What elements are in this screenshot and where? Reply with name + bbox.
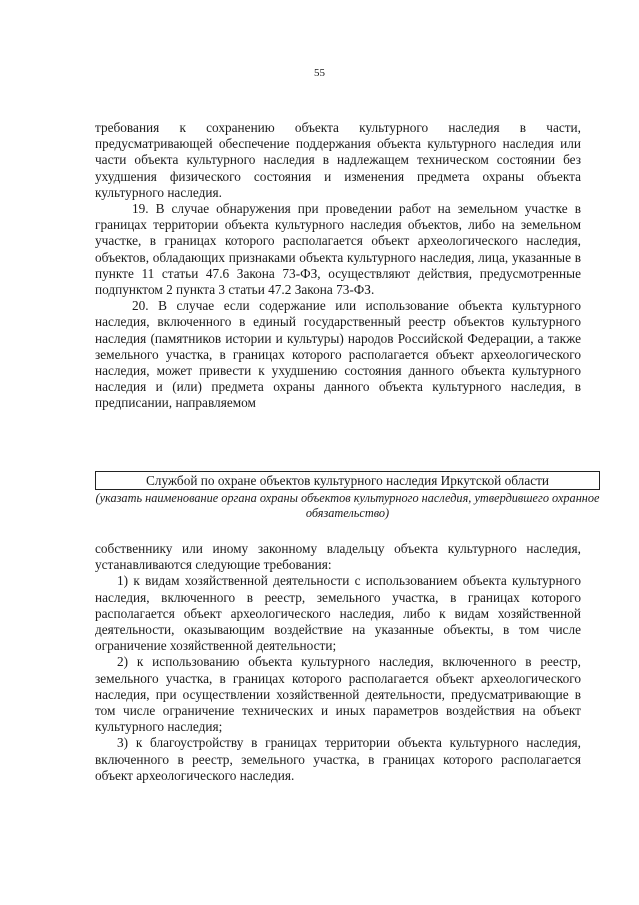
list-item-3: 3) к благоустройству в границах территории объекта культурного наследия, включенного в реестр, земельного участка, в границах которого располагается объект археологического наследия. — [95, 735, 581, 783]
heritage-authority-name-box: Службой по охране объектов культурного наследия Иркутской области — [95, 471, 600, 490]
list-item-1: 1) к видам хозяйственной деятельности с использованием объекта культурного наследия, включенного в реестр, земельного участка, в границах которого располагается объект археологического наследия, либо к видам хозяйственной деятельности, оказывающим воздействие на указанные объекты, в том числе ограничение хозяйственной деятельности; — [95, 573, 581, 654]
paragraph-owner-intro: собственнику или иному законному владельцу объекта культурного наследия, устанавливаются следующие требования: — [95, 541, 581, 573]
paragraph-19: 19. В случае обнаружения при проведении работ на земельном участке в границах территории объекта культурного наследия объектов, либо на земельном участке, в границах которого располагается объект археологического наследия, объектов, обладающих признаками объекта культурного наследия, лица, указанные в пункте 11 статьи 47.6 Закона 73-ФЗ, осуществляют действия, предусмотренные подпунктом 2 пункта 3 статьи 47.2 Закона 73-ФЗ. — [95, 201, 581, 298]
heritage-authority-caption: (указать наименование органа охраны объектов культурного наследия, утвердившего охранное обязательство) — [95, 491, 600, 520]
list-item-2: 2) к использованию объекта культурного наследия, включенного в реестр, земельного участка, в границах которого располагается объект археологического наследия, при осуществлении хозяйственной деятельности, предусматривающие в том числе ограничение технических и иных параметров воздействия на объект культурного наследия; — [95, 654, 581, 735]
text-section-requirements — [95, 120, 581, 412]
page-number: 55 — [314, 67, 325, 79]
paragraph-20: 20. В случае если содержание или использование объекта культурного наследия, включенного в единый государственный реестр объектов культурного наследия (памятников истории и культуры) народов Российской Федерации, а также земельного участка, в границах которого располагается объект археологического наследия, может привести к ухудшению состояния данного объекта культурного наследия и (или) предмета охраны данного объекта культурного наследия, в предписании, направляемом — [95, 298, 581, 411]
paragraph-preservation-requirements: требования к сохранению объекта культурного наследия в части, предусматривающей обеспечение поддержания объекта культурного наследия или части объекта культурного наследия в надлежащем техническом состоянии без ухудшения физического состояния и изменения предмета охраны объекта культурного наследия. — [95, 120, 581, 200]
text-section-owner-requirements — [95, 541, 581, 784]
